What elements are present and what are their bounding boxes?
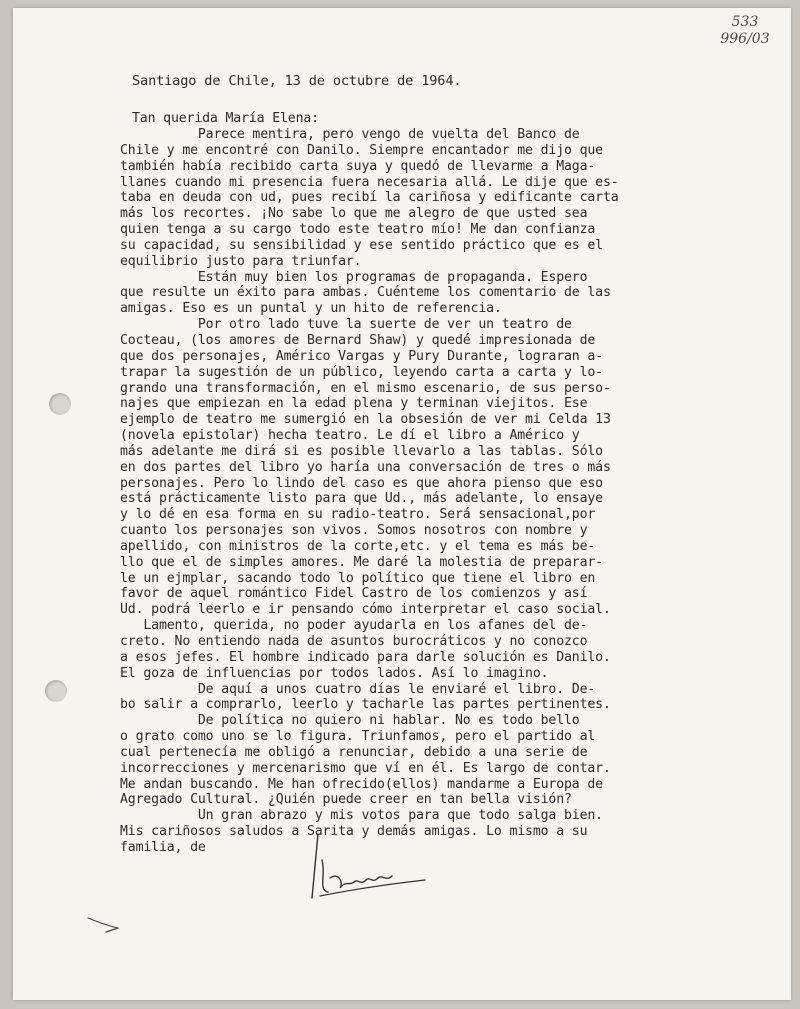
letter-line: también había recibido carta suya y quedó de llevarme a Maga- bbox=[120, 158, 596, 174]
letter-line: Chile y me encontré con Danilo. Siempre encantador me dijo que bbox=[120, 142, 603, 158]
letter-line: bo salir a comprarlo, leerlo y tacharle las partes pertinentes. bbox=[120, 697, 611, 713]
letter-line: apellido, con ministros de la corte,etc. y el tema es más be- bbox=[120, 538, 596, 554]
letter-line: llanes cuando mi presencia fuera necesaria allá. Le dije que es- bbox=[120, 174, 619, 190]
letter-line: De política no quiero ni hablar. No es todo bello bbox=[120, 713, 580, 729]
letter-line: De aquí a unos cuatro días le enviaré el libro. De- bbox=[120, 681, 596, 697]
letter-line: creto. No entiendo nada de asuntos burocráticos y no conozco bbox=[120, 634, 588, 649]
letter-line: familia, de bbox=[120, 839, 206, 855]
letter-line: trapar la sugestión de un público, leyendo carta a carta y lo- bbox=[120, 364, 603, 380]
letter-line: Por otro lado tuve la suerte de ver un teatro de bbox=[120, 317, 572, 333]
letter-line: personajes. Pero lo lindo del caso es que ahora pienso que eso bbox=[120, 475, 603, 491]
letter-line: le un ejmplar, sacando todo lo político que tiene el libro en bbox=[120, 570, 596, 586]
letter-line: su capacidad, su sensibilidad y ese sentido práctico que es el bbox=[120, 237, 603, 253]
letter-line: más adelante me dirá si es posible llevarlo a las tablas. Sólo bbox=[120, 443, 603, 459]
archive-ref-line-1: 533 bbox=[731, 14, 759, 30]
letter-line: Parece mentira, pero vengo de vuelta del Banco de bbox=[120, 127, 580, 142]
punch-hole-upper bbox=[49, 393, 71, 415]
letter-line: najes que empiezan en la edad plena y terminan viejitos. Ese bbox=[120, 396, 588, 412]
letter-line: incorrecciones y mercenarismo que ví en él. Es largo de contar. bbox=[120, 760, 611, 776]
letter-line: en dos partes del libro yo haría una conversación de tres o más bbox=[120, 459, 611, 475]
letter-line: amigas. Eso es un puntal y un hito de referencia. bbox=[120, 301, 502, 317]
letter-text bbox=[120, 127, 732, 856]
archive-ref-line-2: 996/03 bbox=[720, 31, 770, 47]
letter-line: llo que el de simples amores. Me daré la molestia de preparar- bbox=[120, 554, 603, 570]
letter-line: más los recortes. ¡No sabe lo que me alegro de que usted sea bbox=[120, 206, 588, 222]
letter-line: Lamento, querida, no poder ayudarla en los afanes del de- bbox=[120, 618, 588, 634]
letter-line: a esos jefes. El hombre indicado para darle solución es Danilo. bbox=[120, 649, 611, 665]
letter-line: equilibrio justo para triunfar. bbox=[120, 253, 362, 269]
archive-reference bbox=[710, 14, 780, 48]
letter-body bbox=[120, 72, 732, 856]
letter-line: grando una transformación, en el mismo escenario, de sus perso- bbox=[120, 380, 611, 396]
letter-line: El goza de influencias por todos lados. Así lo imagino. bbox=[120, 665, 549, 681]
letter-date: Santiago de Chile, 13 de octubre de 1964. bbox=[132, 73, 462, 89]
letter-line: y lo dé en esa forma en su radio-teatro. Será sensacional,por bbox=[120, 507, 596, 523]
handwritten-signature bbox=[300, 820, 430, 915]
letter-line: Ud. podrá leerlo e ir pensando cómo interpretar el caso social. bbox=[120, 602, 611, 618]
letter-line: Me andan buscando. Me han ofrecido(ellos) mandarme a Europa de bbox=[120, 776, 603, 792]
letter-line: o grato como uno se lo figura. Triunfamos, pero el partido al bbox=[120, 729, 596, 745]
letter-line: Cocteau, (los amores de Bernard Shaw) y quedé impresionada de bbox=[120, 332, 596, 348]
letter-line: cual pertenecía me obligó a renunciar, debido a una serie de bbox=[120, 744, 588, 760]
letter-salutation: Tan querida María Elena: bbox=[132, 111, 319, 126]
letter-line: taba en deuda con ud, pues recibí la cariñosa y edificante carta bbox=[120, 190, 619, 206]
letter-line: Agregado Cultural. ¿Quién puede creer en tan bella visión? bbox=[120, 792, 572, 808]
punch-hole-lower bbox=[45, 680, 67, 702]
letter-line: (novela epistolar) hecha teatro. Le dí el libro a Américo y bbox=[120, 428, 580, 444]
letter-line: que resulte un éxito para ambas. Cuénteme los comentario de las bbox=[120, 285, 611, 301]
letter-line: quien tenga a su cargo todo este teatro mío! Me dan confianza bbox=[120, 222, 596, 238]
letter-line: favor de aquel romántico Fidel Castro de los comienzos y así bbox=[120, 586, 588, 602]
letter-line: cuanto los personajes son vivos. Somos nosotros con nombre y bbox=[120, 523, 588, 539]
letter-line: ejemplo de teatro me sumergió en la obsesión de ver mi Celda 13 bbox=[120, 412, 611, 428]
margin-mark bbox=[84, 910, 124, 940]
letter-line: está prácticamente listo para que Ud., más adelante, lo ensaye bbox=[120, 491, 603, 507]
letter-line: Están muy bien los programas de propaganda. Espero bbox=[120, 269, 588, 285]
letter-line: Un gran abrazo y mis votos para que todo salga bien. bbox=[120, 808, 603, 824]
letter-line: que dos personajes, Américo Vargas y Pury Durante, lograran a- bbox=[120, 348, 603, 364]
letter-line: Mis cariñosos saludos a Sarita y demás amigas. Lo mismo a su bbox=[120, 824, 588, 840]
